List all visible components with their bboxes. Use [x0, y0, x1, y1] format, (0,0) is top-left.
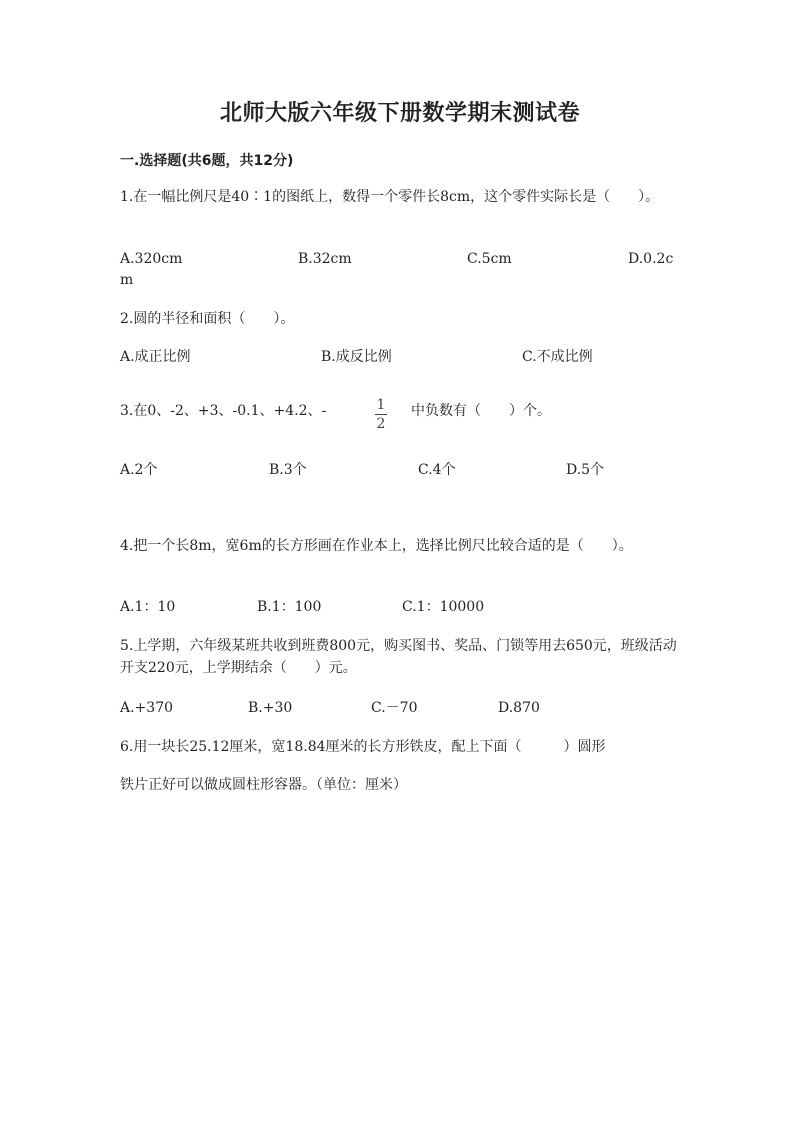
question-5: 5.上学期，六年级某班共收到班费800元，购买图书、奖品、门锁等用去650元，班级活动开支220元，上学期结余（ ）元。	[120, 638, 677, 676]
question-3-prefix: 3.在0、-2、+3、-0.1、+4.2、-	[120, 403, 327, 419]
q2-option-c[interactable]: C.不成比例	[522, 349, 593, 365]
q5-option-d[interactable]: D.870	[498, 700, 540, 716]
question-6-line-2: 铁片正好可以做成圆柱形容器。（单位：厘米）	[120, 777, 407, 793]
q4-option-b[interactable]: B.1：100	[257, 599, 322, 615]
q4-option-c[interactable]: C.1：10000	[402, 599, 485, 615]
q3-option-a[interactable]: A.2个	[120, 462, 158, 478]
q3-option-c[interactable]: C.4个	[418, 462, 456, 478]
q2-option-a[interactable]: A.成正比例	[120, 349, 191, 365]
fraction-one-half	[374, 397, 388, 432]
fraction-numerator: 1	[376, 397, 386, 413]
q1-option-d[interactable]: D.0.2c	[628, 251, 674, 267]
q1-option-a[interactable]: A.320cm	[120, 251, 183, 267]
question-6-line-1: 6.用一块长25.12厘米，宽18.84厘米的长方形铁皮，配上下面（ ）圆形	[120, 739, 606, 755]
question-4: 4.把一个长8m，宽6m的长方形画在作业本上，选择比例尺比较合适的是（ ）。	[120, 538, 633, 554]
q3-option-b[interactable]: B.3个	[269, 462, 307, 478]
q2-option-b[interactable]: B.成反比例	[321, 349, 392, 365]
section-heading: 一.选择题(共6题，共12分)	[120, 153, 294, 169]
q5-option-b[interactable]: B.+30	[248, 700, 293, 716]
q3-option-d[interactable]: D.5个	[566, 462, 605, 478]
fraction-denominator: 2	[376, 416, 386, 432]
q4-option-a[interactable]: A.1：10	[120, 599, 176, 615]
q1-option-d-wrap: m	[120, 272, 134, 288]
q5-option-c[interactable]: C.－70	[371, 700, 418, 716]
question-1: 1.在一幅比例尺是40∶1的图纸上，数得一个零件长8cm，这个零件实际长是（ ）。	[120, 189, 660, 205]
page-title: 北师大版六年级下册数学期末测试卷	[219, 101, 580, 126]
q1-option-b[interactable]: B.32cm	[298, 251, 352, 267]
fraction-bar	[375, 414, 387, 415]
q1-option-c[interactable]: C.5cm	[467, 251, 512, 267]
question-3-suffix: 中负数有（ ）个。	[411, 403, 551, 419]
question-2: 2.圆的半径和面积（ ）。	[120, 311, 295, 327]
q5-option-a[interactable]: A.+370	[120, 700, 174, 716]
